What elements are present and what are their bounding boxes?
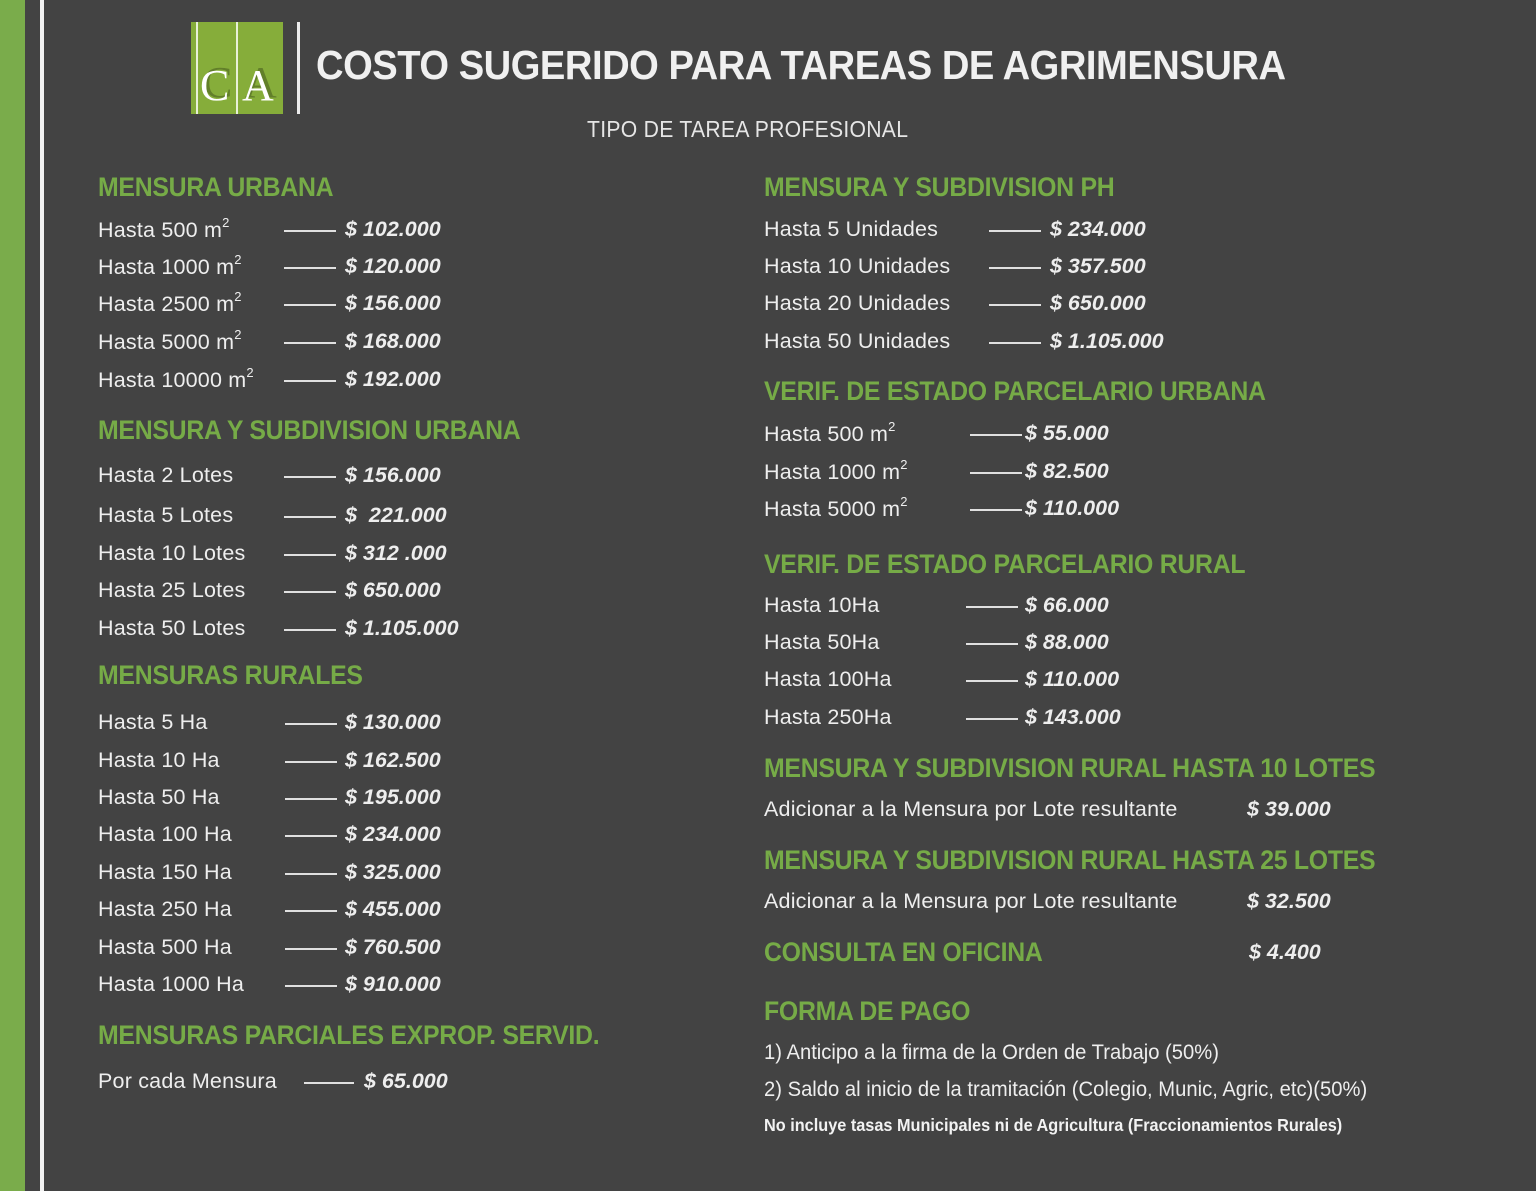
row-label: Hasta 10Ha — [764, 593, 880, 617]
dash-line — [285, 985, 337, 987]
dash-line — [304, 1082, 354, 1084]
row-price: $ 234.000 — [345, 822, 441, 846]
row-label: Hasta 1000 $m^2$ — [98, 252, 242, 280]
section-title-rural-25-lotes: MENSURA Y SUBDIVISION RURAL HASTA 25 LOTES — [764, 845, 1376, 875]
row-price: $ 760.500 — [345, 935, 441, 959]
row-price: $ 1.105.000 — [345, 616, 459, 640]
consulta-price: $ 4.400 — [1249, 940, 1321, 964]
row-label: Hasta 5000 $m^2$ — [764, 494, 908, 522]
dash-line — [284, 267, 336, 269]
row-price: $ 1.105.000 — [1050, 329, 1164, 353]
dash-line — [970, 472, 1022, 474]
row-price: $ 234.000 — [1050, 217, 1146, 241]
dash-line — [285, 948, 337, 950]
row-price: $ 88.000 — [1025, 630, 1109, 654]
row-price: $ 156.000 — [345, 463, 441, 487]
row-label: Hasta 5 Ha — [98, 710, 208, 734]
row-label: Hasta 500 Ha — [98, 935, 232, 959]
section-title-mensura-subdivision-urbana: MENSURA Y SUBDIVISION URBANA — [98, 415, 521, 445]
row-label: Hasta 150 Ha — [98, 860, 232, 884]
row-label: Hasta 50 Unidades — [764, 329, 951, 353]
dash-line — [970, 509, 1022, 511]
row-price: $ 65.000 — [364, 1069, 448, 1093]
logo-letter-a: A — [242, 61, 274, 110]
dash-line — [989, 304, 1041, 306]
page-title: COSTO SUGERIDO PARA TAREAS DE AGRIMENSURA — [316, 42, 1286, 88]
row-price: $ 455.000 — [345, 897, 441, 921]
dash-line — [284, 230, 336, 232]
row-price: $ 168.000 — [345, 329, 441, 353]
dash-line — [285, 723, 337, 725]
dash-line — [284, 516, 336, 518]
row-price: $ 650.000 — [345, 578, 441, 602]
row-label: Hasta 10 Lotes — [98, 541, 246, 565]
dash-line — [989, 230, 1041, 232]
row-label: Hasta 100 Ha — [98, 822, 232, 846]
dash-line — [989, 342, 1041, 344]
row-label: Hasta 10 Ha — [98, 748, 220, 772]
row-label: Hasta 5 Lotes — [98, 503, 234, 527]
row-price: $ 162.500 — [345, 748, 441, 772]
dash-line — [284, 342, 336, 344]
row-label: Hasta 250 Ha — [98, 897, 232, 921]
title-separator — [297, 22, 300, 114]
dash-line — [284, 591, 336, 593]
row-label: Adicionar a la Mensura por Lote resultante — [764, 889, 1178, 913]
dash-line — [966, 718, 1018, 720]
row-price: $ 102.000 — [345, 217, 441, 241]
row-price: $ 66.000 — [1025, 593, 1109, 617]
section-title-mensuras-parciales: MENSURAS PARCIALES EXPROP. SERVID. — [98, 1020, 600, 1050]
row-label: Hasta 25 Lotes — [98, 578, 246, 602]
row-price: $ 143.000 — [1025, 705, 1121, 729]
row-price: $ 221.000 — [345, 503, 447, 527]
section-title-mensuras-rurales: MENSURAS RURALES — [98, 660, 363, 690]
row-label: Hasta 20 Unidades — [764, 291, 951, 315]
payment-line-2: 2) Saldo al inicio de la tramitación (Colegio, Munic, Agric, etc)(50%) — [764, 1077, 1368, 1101]
row-label: Por cada Mensura — [98, 1069, 277, 1093]
left-white-stripe — [40, 0, 44, 1191]
ca-logo — [191, 22, 283, 114]
row-label: Hasta 5000 $m^2$ — [98, 327, 242, 355]
row-label: Hasta 50Ha — [764, 630, 880, 654]
row-price: $ 192.000 — [345, 367, 441, 391]
row-price: $ 130.000 — [345, 710, 441, 734]
row-label: Hasta 50 Ha — [98, 785, 220, 809]
logo-letter-c: C — [200, 61, 230, 110]
row-label: Hasta 10 Unidades — [764, 254, 951, 278]
dash-line — [989, 267, 1041, 269]
section-title-rural-10-lotes: MENSURA Y SUBDIVISION RURAL HASTA 10 LOTES — [764, 753, 1376, 783]
row-price: $ 325.000 — [345, 860, 441, 884]
row-price: $ 650.000 — [1050, 291, 1146, 315]
row-label: Hasta 5 Unidades — [764, 217, 939, 241]
row-price: $ 156.000 — [345, 291, 441, 315]
dash-line — [970, 434, 1022, 436]
row-price: $ 110.000 — [1025, 667, 1120, 691]
row-price: $ 82.500 — [1025, 459, 1109, 483]
row-label: Hasta 100Ha — [764, 667, 892, 691]
dash-line — [285, 873, 337, 875]
row-price: $ 120.000 — [345, 254, 441, 278]
row-label: Hasta 500 $m^2$ — [98, 215, 230, 243]
row-label: Hasta 250Ha — [764, 705, 892, 729]
section-title-mensura-subdivision-ph: MENSURA Y SUBDIVISION PH — [764, 172, 1115, 202]
dash-line — [966, 643, 1018, 645]
section-title-forma-de-pago: FORMA DE PAGO — [764, 996, 971, 1026]
row-price: $ 39.000 — [1247, 797, 1331, 821]
section-title-mensura-urbana: MENSURA URBANA — [98, 172, 334, 202]
dash-line — [285, 761, 337, 763]
fees-note: No incluye tasas Municipales ni de Agricultura (Fraccionamientos Rurales) — [764, 1115, 1343, 1135]
logo-line — [196, 22, 198, 114]
left-green-stripe — [0, 0, 25, 1191]
row-price: $ 32.500 — [1247, 889, 1331, 913]
row-label: Hasta 10000 $m^2$ — [98, 365, 254, 393]
row-price: $ 910.000 — [345, 972, 441, 996]
row-label: Hasta 50 Lotes — [98, 616, 246, 640]
row-label: Hasta 2 Lotes — [98, 463, 234, 487]
row-price: $ 357.500 — [1050, 254, 1146, 278]
dash-line — [285, 910, 337, 912]
row-label: Hasta 500 $m^2$ — [764, 419, 896, 447]
payment-line-1: 1) Anticipo a la firma de la Orden de Trabajo (50%) — [764, 1040, 1219, 1064]
dash-line — [284, 554, 336, 556]
row-label: Hasta 1000 Ha — [98, 972, 245, 996]
row-label: Adicionar a la Mensura por Lote resultante — [764, 797, 1178, 821]
row-label: Hasta 2500 $m^2$ — [98, 289, 242, 317]
row-label: Hasta 1000 $m^2$ — [764, 457, 908, 485]
logo-line — [236, 22, 238, 114]
row-price: $ 110.000 — [1025, 496, 1120, 520]
section-title-verif-rural: VERIF. DE ESTADO PARCELARIO RURAL — [764, 549, 1246, 579]
dash-line — [966, 680, 1018, 682]
dash-line — [284, 476, 336, 478]
row-price: $ 312 .000 — [345, 541, 447, 565]
section-title-consulta: CONSULTA EN OFICINA — [764, 937, 1043, 967]
dash-line — [285, 798, 337, 800]
section-title-verif-urbana: VERIF. DE ESTADO PARCELARIO URBANA — [764, 376, 1266, 406]
dash-line — [966, 606, 1018, 608]
page-subtitle: TIPO DE TAREA PROFESIONAL — [587, 116, 909, 142]
row-price: $ 55.000 — [1025, 421, 1109, 445]
dash-line — [284, 380, 336, 382]
row-price: $ 195.000 — [345, 785, 441, 809]
dash-line — [284, 629, 336, 631]
dash-line — [285, 835, 337, 837]
dash-line — [284, 304, 336, 306]
